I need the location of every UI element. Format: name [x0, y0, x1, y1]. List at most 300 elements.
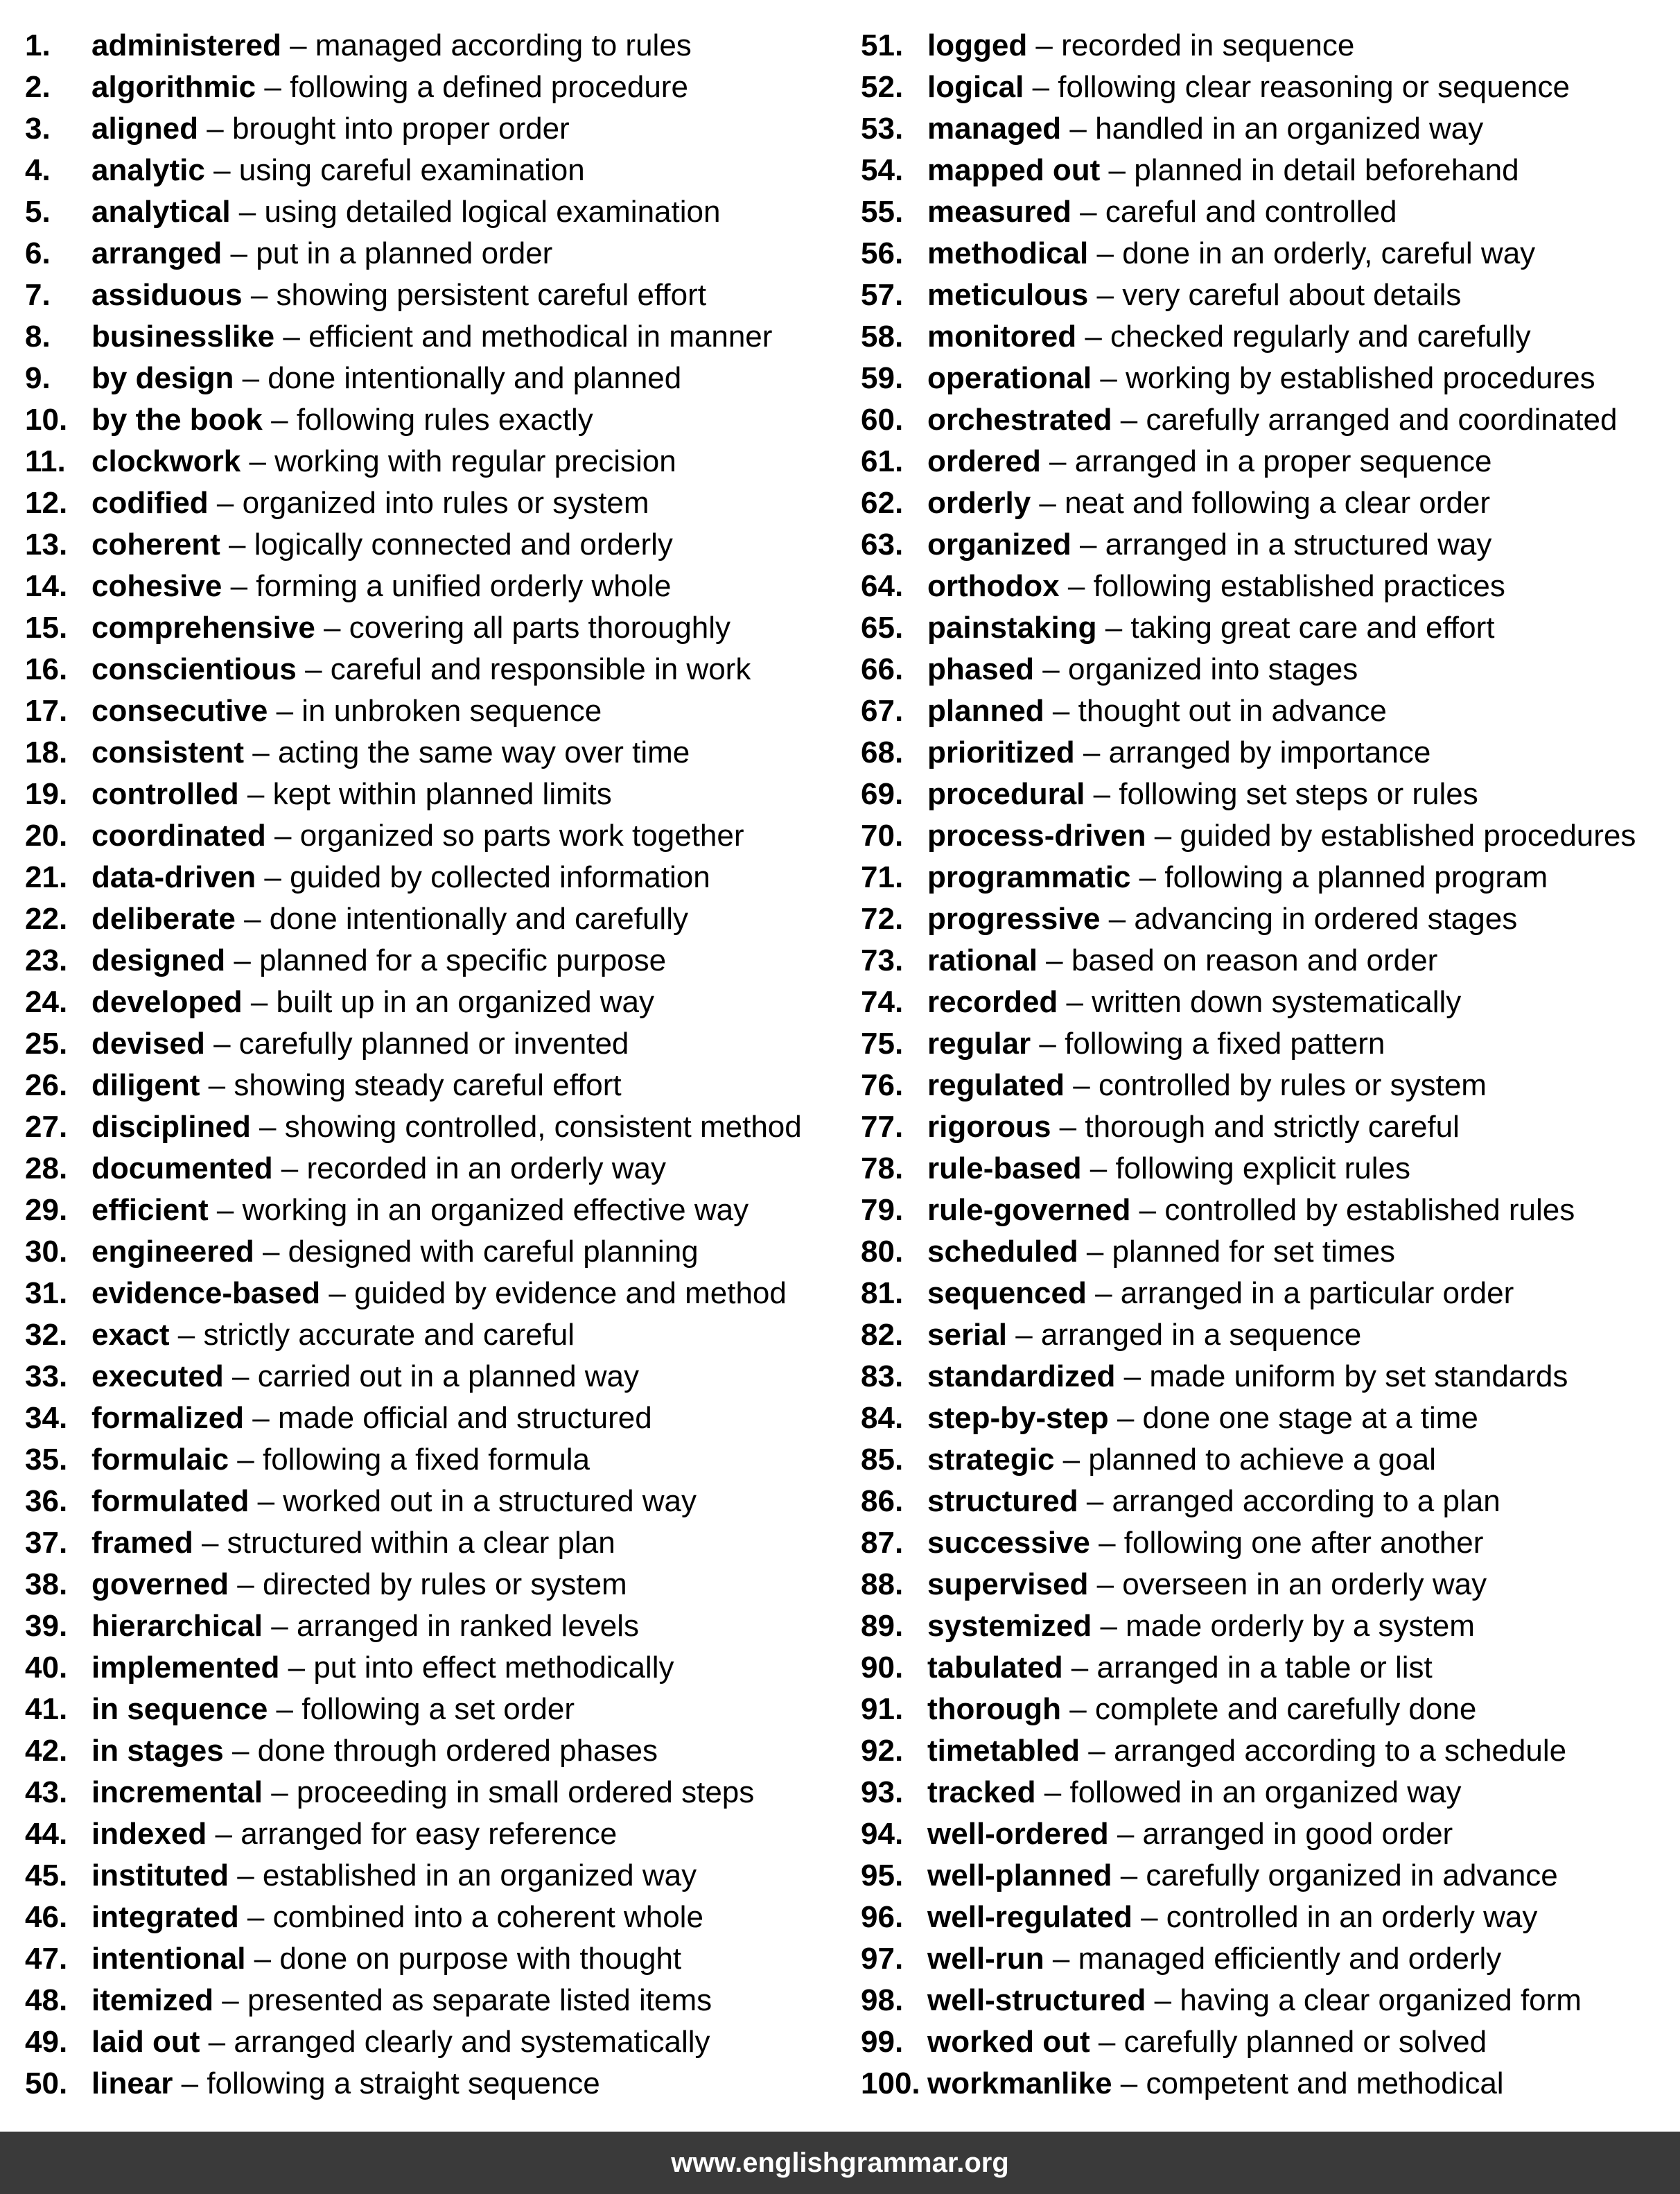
item-definition: recorded in an orderly way	[306, 1151, 666, 1185]
list-item	[25, 1980, 850, 2021]
item-definition: arranged in a proper sequence	[1074, 444, 1492, 478]
item-word: itemized	[91, 1983, 214, 2017]
item-number: 46.	[25, 1900, 68, 1934]
list-item	[861, 1231, 1672, 1273]
item-definition: planned to achieve a goal	[1088, 1443, 1436, 1477]
item-number: 92.	[861, 1734, 904, 1768]
item-separator: –	[268, 694, 302, 728]
item-definition: built up in an organized way	[276, 985, 655, 1019]
item-separator: –	[234, 361, 268, 395]
item-separator: –	[1074, 735, 1109, 769]
item-word: rational	[927, 943, 1038, 977]
item-word: tabulated	[927, 1651, 1063, 1684]
item-number: 88.	[861, 1567, 904, 1601]
item-definition: managed according to rules	[315, 28, 692, 62]
item-word: assiduous	[91, 278, 243, 312]
item-definition: guided by evidence and method	[354, 1276, 787, 1310]
list-item	[25, 191, 850, 233]
item-separator: –	[1065, 1068, 1099, 1102]
list-item	[25, 358, 850, 399]
item-number: 29.	[25, 1193, 68, 1227]
list-item	[25, 1813, 850, 1855]
item-number: 98.	[861, 1983, 904, 2017]
item-word: cohesive	[91, 569, 222, 603]
list-item	[861, 482, 1672, 524]
item-separator: –	[1061, 112, 1096, 146]
item-number: 86.	[861, 1484, 904, 1518]
list-item	[25, 1855, 850, 1897]
item-definition: thorough and strictly careful	[1085, 1110, 1460, 1144]
item-number: 51.	[861, 28, 904, 62]
item-word: sequenced	[927, 1276, 1087, 1310]
list-item	[25, 815, 850, 857]
list-item	[25, 1522, 850, 1564]
item-word: framed	[91, 1526, 193, 1560]
list-item	[861, 67, 1672, 108]
item-word: governed	[91, 1567, 229, 1601]
list-item	[861, 1605, 1672, 1647]
item-definition: handled in an organized way	[1095, 112, 1484, 146]
item-definition: arranged in good order	[1142, 1817, 1453, 1851]
item-number: 61.	[861, 444, 904, 478]
item-number: 54.	[861, 153, 904, 187]
item-number: 58.	[861, 320, 904, 354]
list-item	[861, 1481, 1672, 1522]
item-word: by the book	[91, 403, 263, 437]
footer-website-link[interactable]: www.englishgrammar.org	[671, 2147, 1009, 2178]
item-definition: kept within planned limits	[272, 777, 612, 811]
item-definition: carefully organized in advance	[1146, 1858, 1558, 1892]
item-word: documented	[91, 1151, 273, 1185]
item-word: codified	[91, 486, 209, 520]
list-item	[25, 441, 850, 482]
item-separator: –	[1006, 1318, 1041, 1352]
item-separator: –	[1088, 278, 1123, 312]
list-item	[861, 233, 1672, 275]
item-number: 66.	[861, 652, 904, 686]
list-item	[861, 1273, 1672, 1314]
item-word: regular	[927, 1027, 1031, 1061]
item-word: evidence-based	[91, 1276, 321, 1310]
item-number: 68.	[861, 735, 904, 769]
item-number: 72.	[861, 902, 904, 936]
item-word: hierarchical	[91, 1609, 263, 1643]
item-separator: –	[281, 28, 315, 62]
item-number: 59.	[861, 361, 904, 395]
item-separator: –	[254, 1235, 288, 1269]
item-number: 14.	[25, 569, 68, 603]
item-separator: –	[1076, 320, 1111, 354]
item-number: 19.	[25, 777, 68, 811]
list-item	[25, 25, 850, 67]
item-word: consecutive	[91, 694, 268, 728]
list-item	[861, 607, 1672, 649]
list-item	[25, 1231, 850, 1273]
item-separator: –	[225, 943, 260, 977]
item-word: coordinated	[91, 819, 266, 853]
item-number: 63.	[861, 528, 904, 561]
item-definition: using careful examination	[238, 153, 585, 187]
list-item	[25, 1023, 850, 1065]
item-word: process-driven	[927, 819, 1146, 853]
item-number: 7.	[25, 278, 51, 312]
list-item	[861, 982, 1672, 1023]
item-separator: –	[1035, 1775, 1070, 1809]
item-separator: –	[1112, 1858, 1146, 1892]
item-definition: using detailed logical examination	[264, 195, 721, 229]
item-word: formalized	[91, 1401, 245, 1435]
list-item	[861, 649, 1672, 690]
list-item	[861, 108, 1672, 150]
item-number: 64.	[861, 569, 904, 603]
item-number: 28.	[25, 1151, 68, 1185]
item-separator: –	[320, 1276, 355, 1310]
list-item	[25, 275, 850, 316]
item-separator: –	[256, 70, 290, 104]
item-definition: brought into proper order	[231, 112, 570, 146]
item-definition: following a set order	[301, 1692, 575, 1726]
item-word: consistent	[91, 735, 245, 769]
item-number: 56.	[861, 236, 904, 270]
item-number: 81.	[861, 1276, 904, 1310]
item-separator: –	[1071, 195, 1105, 229]
item-separator: –	[204, 153, 239, 187]
item-number: 94.	[861, 1817, 904, 1851]
item-definition: done in an orderly, careful way	[1122, 236, 1536, 270]
item-definition: combined into a coherent whole	[272, 1900, 703, 1934]
item-definition: arranged in a structured way	[1105, 528, 1492, 561]
list-item	[25, 649, 850, 690]
item-definition: arranged in a particular order	[1120, 1276, 1514, 1310]
item-number: 84.	[861, 1401, 904, 1435]
item-separator: –	[1081, 1151, 1116, 1185]
item-word: administered	[91, 28, 281, 62]
item-definition: working with regular precision	[274, 444, 676, 478]
item-number: 91.	[861, 1692, 904, 1726]
list-item	[861, 774, 1672, 815]
item-word: meticulous	[927, 278, 1089, 312]
item-word: planned	[927, 694, 1044, 728]
list-item	[861, 1398, 1672, 1439]
item-number: 83.	[861, 1359, 904, 1393]
item-word: incremental	[91, 1775, 263, 1809]
list-item	[25, 316, 850, 358]
list-item	[25, 690, 850, 732]
item-separator: –	[1146, 1983, 1180, 2017]
list-item	[861, 1564, 1672, 1605]
item-definition: proceeding in small ordered steps	[296, 1775, 755, 1809]
item-word: executed	[91, 1359, 224, 1393]
item-definition: showing steady careful effort	[234, 1068, 622, 1102]
item-word: supervised	[927, 1567, 1089, 1601]
list-item	[25, 1148, 850, 1190]
item-word: developed	[91, 985, 243, 1019]
item-word: rule-governed	[927, 1193, 1131, 1227]
item-definition: based on reason and order	[1071, 943, 1438, 977]
item-definition: logically connected and orderly	[254, 528, 673, 561]
item-definition: carried out in a planned way	[257, 1359, 640, 1393]
list-item	[25, 1273, 850, 1314]
item-number: 3.	[25, 112, 51, 146]
item-definition: controlled by established rules	[1164, 1193, 1575, 1227]
item-number: 11.	[25, 444, 66, 478]
item-separator: –	[1100, 153, 1135, 187]
list-item	[25, 1730, 850, 1772]
item-number: 27.	[25, 1110, 68, 1144]
item-separator: –	[315, 611, 349, 645]
item-number: 22.	[25, 902, 68, 936]
item-number: 65.	[861, 611, 904, 645]
item-separator: –	[238, 1900, 273, 1934]
item-number: 24.	[25, 985, 68, 1019]
list-item	[25, 67, 850, 108]
item-separator: –	[240, 444, 275, 478]
list-item	[25, 233, 850, 275]
item-separator: –	[230, 195, 265, 229]
item-separator: –	[245, 1942, 280, 1976]
item-number: 20.	[25, 819, 68, 853]
item-word: well-planned	[927, 1858, 1112, 1892]
item-definition: written down systematically	[1092, 985, 1462, 1019]
item-word: intentional	[91, 1942, 246, 1976]
item-definition: arranged in ranked levels	[296, 1609, 640, 1643]
item-word: progressive	[927, 902, 1101, 936]
item-separator: –	[1092, 361, 1126, 395]
list-item	[861, 1356, 1672, 1398]
item-separator: –	[1027, 28, 1062, 62]
item-definition: organized into stages	[1067, 652, 1358, 686]
item-definition: careful and responsible in work	[330, 652, 751, 686]
item-number: 45.	[25, 1858, 68, 1892]
item-word: strategic	[927, 1443, 1055, 1477]
item-number: 8.	[25, 320, 51, 354]
item-number: 77.	[861, 1110, 904, 1144]
item-separator: –	[1090, 1526, 1124, 1560]
item-number: 17.	[25, 694, 68, 728]
item-word: managed	[927, 112, 1062, 146]
item-number: 40.	[25, 1651, 68, 1684]
item-word: comprehensive	[91, 611, 315, 645]
item-definition: following a straight sequence	[207, 2066, 600, 2100]
item-separator: –	[207, 1817, 241, 1851]
item-separator: –	[208, 1193, 243, 1227]
item-definition: worked out in a structured way	[283, 1484, 697, 1518]
item-separator: –	[223, 1734, 258, 1768]
item-word: orderly	[927, 486, 1031, 520]
item-word: in sequence	[91, 1692, 268, 1726]
item-definition: efficient and methodical in manner	[308, 320, 773, 354]
item-word: devised	[91, 1027, 205, 1061]
item-separator: –	[262, 403, 297, 437]
item-separator: –	[200, 2025, 234, 2059]
item-number: 90.	[861, 1651, 904, 1684]
item-definition: guided by collected information	[290, 860, 710, 894]
item-definition: checked regularly and carefully	[1110, 320, 1531, 354]
item-number: 60.	[861, 403, 904, 437]
item-definition: made official and structured	[277, 1401, 652, 1435]
item-separator: –	[263, 1609, 297, 1643]
list-item	[25, 108, 850, 150]
list-item	[861, 1522, 1672, 1564]
item-definition: arranged according to a schedule	[1113, 1734, 1567, 1768]
list-item	[861, 25, 1672, 67]
item-definition: thought out in advance	[1078, 694, 1387, 728]
item-separator: –	[256, 860, 290, 894]
item-separator: –	[1058, 985, 1092, 1019]
item-separator: –	[238, 777, 273, 811]
item-separator: –	[204, 1027, 239, 1061]
item-word: scheduled	[927, 1235, 1078, 1269]
item-separator: –	[242, 985, 277, 1019]
item-definition: acting the same way over time	[277, 735, 690, 769]
item-definition: following a planned program	[1164, 860, 1548, 894]
list-item	[25, 1564, 850, 1605]
item-definition: working in an organized effective way	[242, 1193, 749, 1227]
item-separator: –	[268, 1692, 302, 1726]
item-definition: following one after another	[1123, 1526, 1484, 1560]
item-number: 78.	[861, 1151, 904, 1185]
item-separator: –	[1061, 1692, 1095, 1726]
item-separator: –	[1080, 1734, 1114, 1768]
item-separator: –	[244, 1401, 278, 1435]
item-word: implemented	[91, 1651, 280, 1684]
item-definition: arranged according to a plan	[1112, 1484, 1500, 1518]
item-definition: directed by rules or system	[262, 1567, 627, 1601]
list-item	[861, 191, 1672, 233]
item-definition: presented as separate listed items	[247, 1983, 712, 2017]
item-word: successive	[927, 1526, 1090, 1560]
item-number: 43.	[25, 1775, 68, 1809]
list-item	[861, 1730, 1672, 1772]
item-definition: showing controlled, consistent method	[284, 1110, 802, 1144]
item-definition: done intentionally and planned	[268, 361, 682, 395]
item-separator: –	[1078, 1484, 1112, 1518]
item-definition: arranged in a sequence	[1040, 1318, 1362, 1352]
item-definition: competent and methodical	[1146, 2066, 1504, 2100]
list-item	[25, 2063, 850, 2105]
list-item	[861, 1148, 1672, 1190]
item-word: disciplined	[91, 1110, 251, 1144]
item-number: 82.	[861, 1318, 904, 1352]
item-definition: taking great care and effort	[1130, 611, 1495, 645]
item-number: 93.	[861, 1775, 904, 1809]
item-separator: –	[235, 902, 270, 936]
item-word: analytical	[91, 195, 231, 229]
list-item	[861, 1190, 1672, 1231]
item-definition: followed in an organized way	[1069, 1775, 1462, 1809]
item-word: rule-based	[927, 1151, 1082, 1185]
item-word: efficient	[91, 1193, 209, 1227]
item-separator: –	[1130, 1193, 1165, 1227]
item-number: 31.	[25, 1276, 68, 1310]
item-number: 89.	[861, 1609, 904, 1643]
list-item	[25, 482, 850, 524]
item-separator: –	[1085, 777, 1119, 811]
item-definition: planned in detail beforehand	[1134, 153, 1519, 187]
item-word: businesslike	[91, 320, 275, 354]
list-item	[861, 275, 1672, 316]
list-item	[861, 1897, 1672, 1938]
item-word: workmanlike	[927, 2066, 1112, 2100]
list-item	[861, 1980, 1672, 2021]
list-item	[861, 1023, 1672, 1065]
item-separator: –	[223, 1359, 258, 1393]
item-word: regulated	[927, 1068, 1065, 1102]
item-number: 50.	[25, 2066, 68, 2100]
item-number: 1.	[25, 28, 51, 62]
list-item	[861, 2063, 1672, 2105]
item-definition: organized so parts work together	[299, 819, 744, 853]
item-separator: –	[1115, 1359, 1150, 1393]
item-separator: –	[200, 1068, 234, 1102]
item-number: 52.	[861, 70, 904, 104]
item-word: well-run	[927, 1942, 1044, 1976]
item-number: 32.	[25, 1318, 68, 1352]
item-separator: –	[279, 1651, 314, 1684]
item-word: linear	[91, 2066, 173, 2100]
list-item	[861, 1938, 1672, 1980]
item-number: 37.	[25, 1526, 68, 1560]
item-number: 47.	[25, 1942, 68, 1976]
list-item	[25, 1481, 850, 1522]
item-separator: –	[193, 1526, 227, 1560]
item-definition: complete and carefully done	[1094, 1692, 1477, 1726]
item-separator: –	[1034, 652, 1068, 686]
item-definition: guided by established procedures	[1180, 819, 1636, 853]
item-word: rigorous	[927, 1110, 1051, 1144]
item-word: systemized	[927, 1609, 1092, 1643]
item-definition: done intentionally and carefully	[269, 902, 688, 936]
list-item	[861, 441, 1672, 482]
item-word: controlled	[91, 777, 239, 811]
item-number: 33.	[25, 1359, 68, 1393]
item-word: algorithmic	[91, 70, 256, 104]
list-item	[861, 566, 1672, 607]
item-number: 9.	[25, 361, 51, 395]
item-word: in stages	[91, 1734, 224, 1768]
list-item	[861, 1813, 1672, 1855]
item-number: 42.	[25, 1734, 68, 1768]
item-number: 69.	[861, 777, 904, 811]
item-separator: –	[1062, 1651, 1097, 1684]
item-number: 39.	[25, 1609, 68, 1643]
item-number: 30.	[25, 1235, 68, 1269]
item-definition: put in a planned order	[256, 236, 553, 270]
item-number: 2.	[25, 70, 51, 104]
item-number: 57.	[861, 278, 904, 312]
item-definition: arranged for easy reference	[240, 1817, 618, 1851]
item-separator: –	[1086, 1276, 1121, 1310]
list-item	[861, 316, 1672, 358]
item-definition: covering all parts thoroughly	[349, 611, 731, 645]
item-word: coherent	[91, 528, 220, 561]
item-word: serial	[927, 1318, 1007, 1352]
item-definition: arranged by importance	[1108, 735, 1431, 769]
item-separator: –	[222, 569, 256, 603]
item-word: diligent	[91, 1068, 200, 1102]
item-separator: –	[1130, 860, 1165, 894]
item-definition: organized into rules or system	[242, 486, 649, 520]
list-item	[25, 1772, 850, 1813]
item-definition: controlled in an orderly way	[1166, 1900, 1538, 1934]
item-separator: –	[262, 1775, 297, 1809]
item-word: formulated	[91, 1484, 250, 1518]
item-separator: –	[169, 1318, 204, 1352]
item-word: thorough	[927, 1692, 1062, 1726]
item-separator: –	[198, 112, 232, 146]
list-item	[861, 2021, 1672, 2063]
item-number: 4.	[25, 153, 51, 187]
